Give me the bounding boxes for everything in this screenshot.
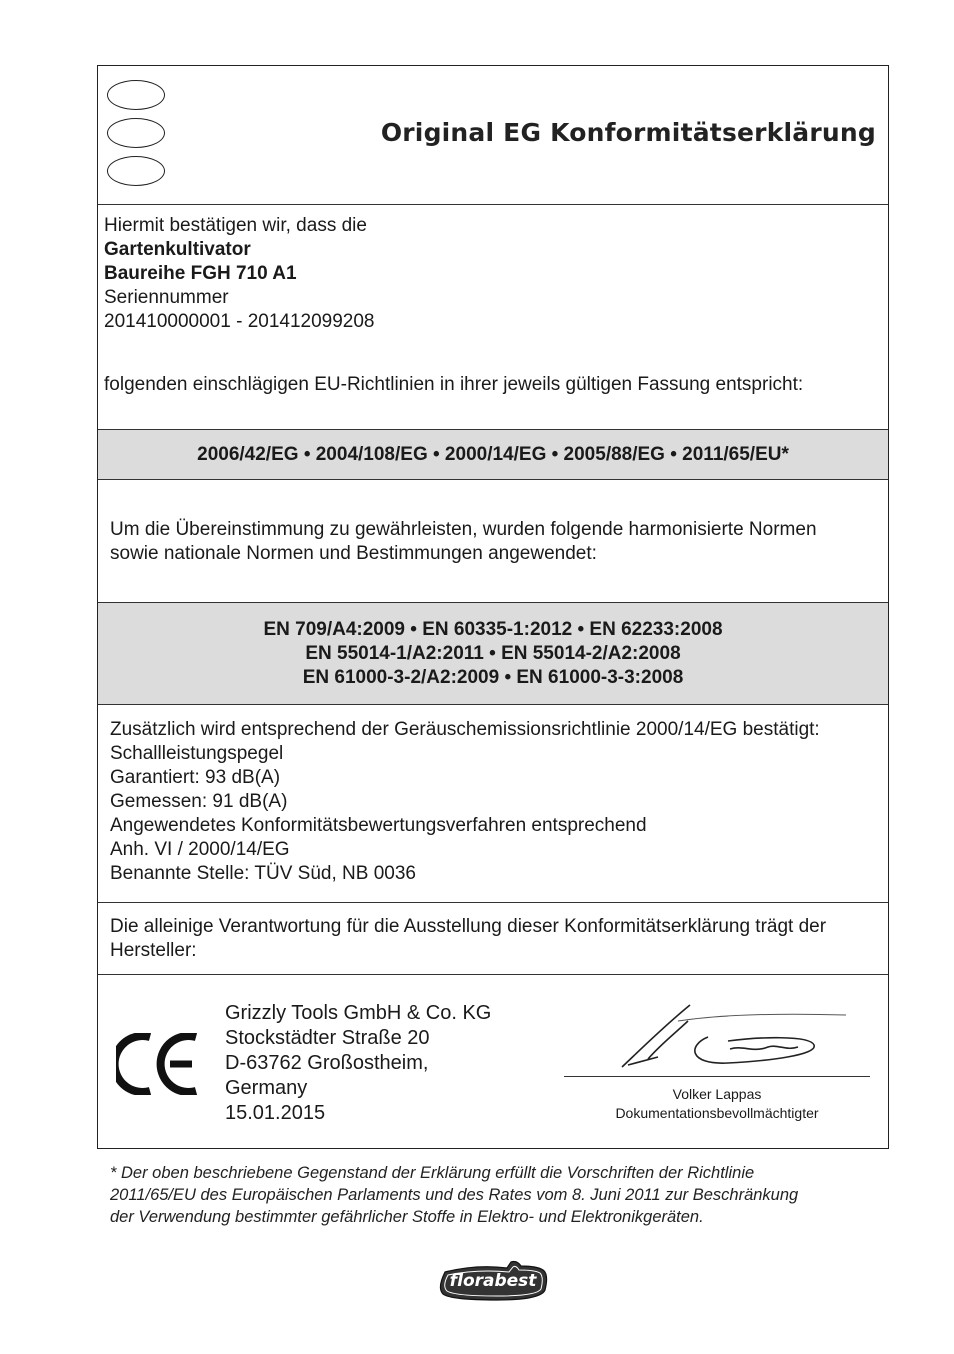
directives-section [98,429,888,479]
footnote-line: 2011/65/EU des Europäischen Parlaments und des Rates vom 8. Juni 2011 zur Beschränkung [110,1186,799,1204]
header-section [98,66,888,204]
ce-mark-icon [116,1033,202,1095]
noise-line: Garantiert: 93 dB(A) [110,767,281,788]
standards-line: EN 709/A4:2009 • EN 60335-1:2012 • EN 62233:2008 [263,619,723,640]
language-oval [107,156,165,186]
product-name: Gartenkultivator [104,239,251,260]
manufacturer-section [98,974,888,1148]
standards-line: EN 61000-3-2/A2:2009 • EN 61000-3-3:2008 [302,667,684,688]
directives-list: 2006/42/EG • 2004/108/EG • 2000/14/EG • 2005/88/EG • 2011/65/EU* [197,444,789,465]
manufacturer-line: D-63762 Großostheim, [225,1052,429,1074]
language-oval [107,80,165,110]
declaration-frame [97,65,889,1149]
intro-text: Hiermit bestätigen wir, dass die [104,215,367,236]
logo-text: florabest [449,1271,537,1291]
noise-line: Angewendetes Konformitätsbewertungsverfahren entsprechend [110,815,647,836]
footnote-line: der Verwendung bestimmter gefährlicher Stoffe in Elektro- und Elektronikgeräten. [110,1208,704,1226]
noise-line: Anh. VI / 2000/14/EG [110,839,290,860]
florabest-logo [437,1260,549,1302]
product-series: Baureihe FGH 710 A1 [104,263,297,284]
language-oval [107,118,165,148]
footnote-line: * Der oben beschriebene Gegenstand der Erklärung erfüllt die Vorschriften der Richtlinie [110,1164,755,1182]
footnote [110,1162,890,1228]
noise-line: Schallleistungspegel [110,743,284,764]
responsibility-section [98,902,888,974]
directives-intro: folgenden einschlägigen EU-Richtlinien in ihrer jeweils gültigen Fassung entspricht: [104,374,804,395]
signatory-name: Volker Lappas [672,1086,762,1102]
noise-line: Zusätzlich wird entsprechend der Geräuschemissionsrichtlinie 2000/14/EG bestätigt: [110,719,820,740]
standards-intro-line: Um die Übereinstimmung zu gewährleisten, wurden folgende harmonisierte Normen [110,519,817,540]
standards-intro-line: sowie nationale Normen und Bestimmungen angewendet: [110,543,597,564]
standards-section [98,602,888,704]
signature-icon [618,997,848,1077]
serial-range: 201410000001 - 201412099208 [104,311,375,332]
standards-intro-section [98,479,888,602]
language-ovals [107,80,165,194]
signature-line [564,1076,870,1077]
declaration-date: 15.01.2015 [225,1102,326,1124]
manufacturer-line: Grizzly Tools GmbH & Co. KG [225,1002,492,1024]
responsibility-line: Die alleinige Verantwortung für die Ausstellung dieser Konformitätserklärung trägt der [110,916,827,937]
standards-line: EN 55014-1/A2:2011 • EN 55014-2/A2:2008 [305,643,681,664]
manufacturer-line: Germany [225,1077,308,1099]
product-section [98,204,888,429]
page-title: Original EG Konformitätserklärung [380,118,876,147]
noise-line: Gemessen: 91 dB(A) [110,791,288,812]
signatory-role: Dokumentationsbevollmächtigter [615,1105,819,1121]
noise-line: Benannte Stelle: TÜV Süd, NB 0036 [110,863,416,884]
serial-label: Seriennummer [104,287,229,308]
manufacturer-line: Stockstädter Straße 20 [225,1027,430,1049]
noise-section [98,704,888,902]
responsibility-line: Hersteller: [110,940,197,961]
